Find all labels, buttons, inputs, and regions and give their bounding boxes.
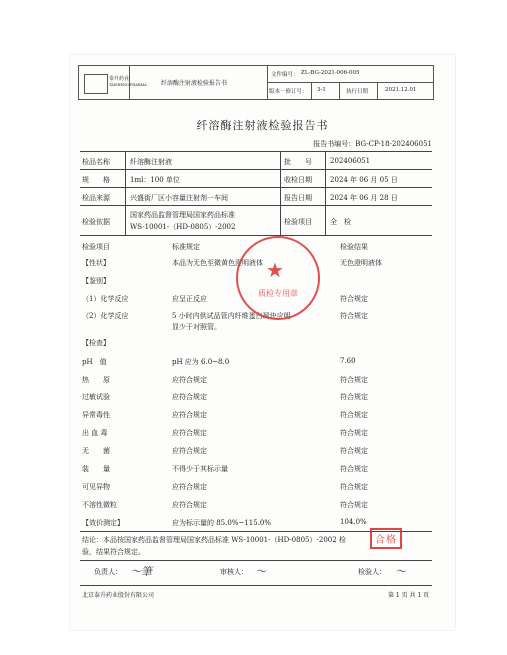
result-value: 符合规定 bbox=[340, 429, 368, 437]
result-item: （2）化学反应 bbox=[82, 312, 129, 320]
items-value: 全 检 bbox=[330, 218, 351, 226]
col-standard: 标准规定 bbox=[172, 243, 200, 251]
footer-page: 第 1 页 共 1 页 bbox=[388, 592, 430, 599]
result-standard: 应符合规定 bbox=[172, 393, 207, 401]
result-value: 无色澄明液体 bbox=[340, 259, 382, 267]
result-standard: 应为标示量的 85.0%~115.0% bbox=[172, 519, 272, 527]
items-label: 检验项目 bbox=[284, 218, 312, 226]
result-standard-line2: 显少于对照管。 bbox=[172, 323, 221, 331]
basis-line1: 国家药品监督管理局国家药品标准 bbox=[130, 211, 235, 219]
result-standard: 不得少于其标示量 bbox=[172, 465, 228, 473]
responsible-label: 负责人： bbox=[94, 568, 122, 576]
result-item: 无 菌 bbox=[82, 447, 110, 455]
inspector-label: 检验人： bbox=[358, 568, 386, 576]
result-item: pH 值 bbox=[82, 358, 107, 366]
col-result: 检验结果 bbox=[340, 243, 368, 251]
basis-line2: WS-10001-（HD-0805）-2002 bbox=[130, 223, 236, 231]
result-item: 热 原 bbox=[82, 376, 110, 384]
result-value: 符合规定 bbox=[340, 483, 368, 491]
product-label: 检品名称 bbox=[82, 158, 110, 166]
batch-number: 202406051 bbox=[330, 157, 371, 165]
source-value: 兴盛街厂区小容量注射剂一车间 bbox=[130, 194, 228, 202]
report-sheet bbox=[70, 55, 455, 630]
batch-label: 批 号 bbox=[284, 158, 312, 166]
logo-text-en: TAISHENG PHARMA bbox=[109, 83, 147, 87]
logo-text: 泰升药业 bbox=[109, 76, 130, 82]
pass-stamp: 合格 bbox=[370, 528, 402, 549]
reviewer-signature: 〜 bbox=[255, 565, 266, 578]
file-number-label: 文件编号： bbox=[271, 72, 299, 78]
result-item: 【检查】 bbox=[82, 339, 110, 347]
result-standard: 应符合规定 bbox=[172, 411, 207, 419]
quality-seal-stamp bbox=[236, 236, 320, 320]
result-item: 【性状】 bbox=[82, 259, 110, 267]
reviewer-label: 审核人： bbox=[220, 568, 248, 576]
result-standard: 应符合规定 bbox=[172, 376, 207, 384]
result-standard: 应符合规定 bbox=[172, 447, 207, 455]
product-name: 纤溶酶注射液 bbox=[130, 158, 172, 166]
received-date-label: 收检日期 bbox=[284, 176, 312, 184]
footer-company: 北京泰升药业股份有限公司 bbox=[82, 592, 155, 599]
result-value: 7.60 bbox=[340, 357, 356, 365]
report-date: 2024 年 06 月 28 日 bbox=[330, 194, 398, 202]
result-value: 符合规定 bbox=[340, 411, 368, 419]
document-header-table bbox=[78, 65, 434, 100]
result-item: 过敏试验 bbox=[82, 393, 110, 401]
result-item: 出 血 毒 bbox=[82, 429, 108, 437]
spec-value: 1ml：100 单位 bbox=[130, 176, 180, 184]
responsible-signature: 〜筆 bbox=[130, 565, 152, 578]
result-item: 【鉴别】 bbox=[82, 277, 110, 285]
report-date-label: 报告日期 bbox=[284, 194, 312, 202]
stamp-text: 质检专用章 bbox=[258, 289, 298, 298]
result-standard: 应符合规定 bbox=[172, 483, 207, 491]
version-number: 3-1 bbox=[317, 87, 326, 93]
result-item: 异常毒性 bbox=[82, 411, 110, 419]
inspector-signature: 〜 bbox=[395, 565, 406, 578]
result-value: 符合规定 bbox=[340, 376, 368, 384]
report-title: 纤溶酶注射液检验报告书 bbox=[196, 119, 329, 132]
spec-label: 规 格 bbox=[82, 176, 110, 184]
basis-label: 检验依据 bbox=[82, 218, 110, 226]
company-logo bbox=[84, 74, 108, 94]
result-value: 符合规定 bbox=[340, 295, 368, 303]
result-standard: 应呈正反应 bbox=[172, 295, 207, 303]
result-standard: 5 小时内供试品管内纤维蛋白凝块应明 bbox=[172, 312, 291, 320]
result-standard: 应符合规定 bbox=[172, 501, 207, 509]
result-standard: 应符合规定 bbox=[172, 429, 207, 437]
result-item: 可见异物 bbox=[82, 483, 110, 491]
result-value: 符合规定 bbox=[340, 501, 368, 509]
result-value: 符合规定 bbox=[340, 393, 368, 401]
result-standard: 本品为无色至微黄色澄明液体 bbox=[172, 259, 263, 267]
result-item: （1）化学反应 bbox=[82, 295, 129, 303]
header-doc-title: 纤溶酶注射液检验报告书 bbox=[161, 80, 228, 87]
star-icon: ★ bbox=[266, 258, 284, 282]
report-number: 报告书编号：BG-CP-18-202406051 bbox=[313, 140, 432, 148]
result-value: 符合规定 bbox=[340, 447, 368, 455]
version-label: 版本－修订号： bbox=[269, 89, 308, 95]
file-number: ZL-BG-2021-006-005 bbox=[301, 70, 360, 76]
conclusion-line1: 结论：本品按国家药品监督管理局国家药品标准 WS-10001-（HD-0805）-2002 检 bbox=[82, 536, 346, 544]
result-standard: pH 应为 6.0~8.0 bbox=[172, 358, 230, 366]
execution-date-label: 执行日期 bbox=[346, 89, 369, 95]
received-date: 2024 年 06 月 05 日 bbox=[330, 176, 398, 184]
result-item: 【效价测定】 bbox=[82, 519, 124, 527]
col-item: 检验项目 bbox=[82, 243, 110, 251]
result-item: 不溶性微粒 bbox=[82, 501, 117, 509]
conclusion-line2: 验，结果符合规定。 bbox=[82, 548, 145, 556]
result-value: 符合规定 bbox=[340, 465, 368, 473]
execution-date: 2021.12.01 bbox=[385, 87, 417, 93]
result-item: 装 量 bbox=[82, 465, 110, 473]
result-value: 104.0% bbox=[340, 518, 367, 526]
source-label: 检品来源 bbox=[82, 194, 110, 202]
result-value: 符合规定 bbox=[340, 312, 368, 320]
